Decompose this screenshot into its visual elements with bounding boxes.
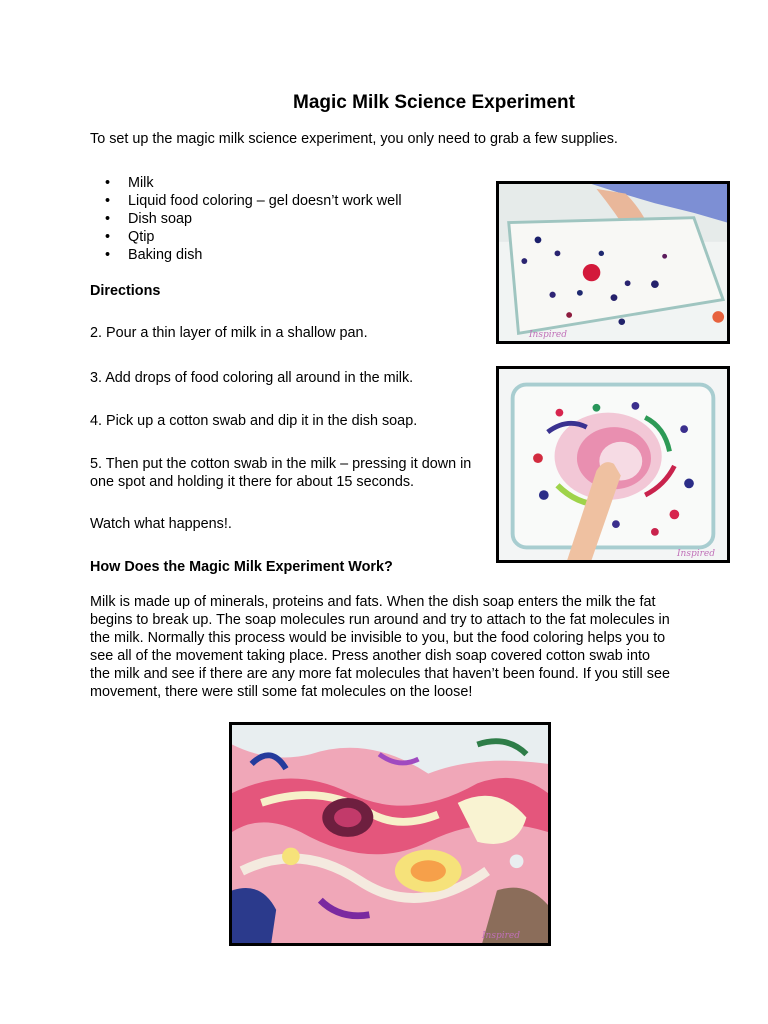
step-2: 2. Pour a thin layer of milk in a shallow pan. bbox=[90, 325, 368, 341]
supplies-list bbox=[105, 174, 402, 264]
page-title: Magic Milk Science Experiment bbox=[293, 92, 575, 113]
watch-text: Watch what happens!. bbox=[90, 516, 232, 532]
marbled-milk-photo bbox=[229, 722, 551, 946]
explanation-text: Milk is made up of minerals, proteins and fats. When the dish soap enters the milk the fat begins to break up. The soap molecules run around and try to attach to the fat molecules in the milk. Normally this process would be invisible to you, but the food coloring helps you to see all of the movement taking place. Press another dish soap covered cotton swab into the milk and see if there are any more fat molecules that haven’t been found. If you still see movement, there were still some fat molecules on the loose! bbox=[90, 594, 670, 700]
list-item: • Qtip bbox=[105, 228, 402, 246]
explanation-heading: How Does the Magic Milk Experiment Work? bbox=[90, 559, 393, 575]
watermark: Inspired bbox=[677, 549, 715, 559]
swab-in-milk-photo bbox=[496, 366, 730, 563]
list-item: • Liquid food coloring – gel doesn’t work well bbox=[105, 192, 402, 210]
list-item: • Milk bbox=[105, 174, 402, 192]
list-item: • Baking dish bbox=[105, 246, 402, 264]
watermark: Inspired bbox=[482, 931, 520, 941]
step-5: 5. Then put the cotton swab in the milk – pressing it down in one spot and holding it there for about 15 seconds. bbox=[90, 456, 472, 490]
milk-drops-photo bbox=[496, 181, 730, 344]
intro-text: To set up the magic milk science experiment, you only need to grab a few supplies. bbox=[90, 131, 618, 147]
list-item: • Dish soap bbox=[105, 210, 402, 228]
step-4: 4. Pick up a cotton swab and dip it in the dish soap. bbox=[90, 413, 418, 429]
watermark: Inspired bbox=[529, 330, 567, 340]
step-3: 3. Add drops of food coloring all around in the milk. bbox=[90, 370, 414, 386]
directions-heading: Directions bbox=[90, 283, 161, 299]
